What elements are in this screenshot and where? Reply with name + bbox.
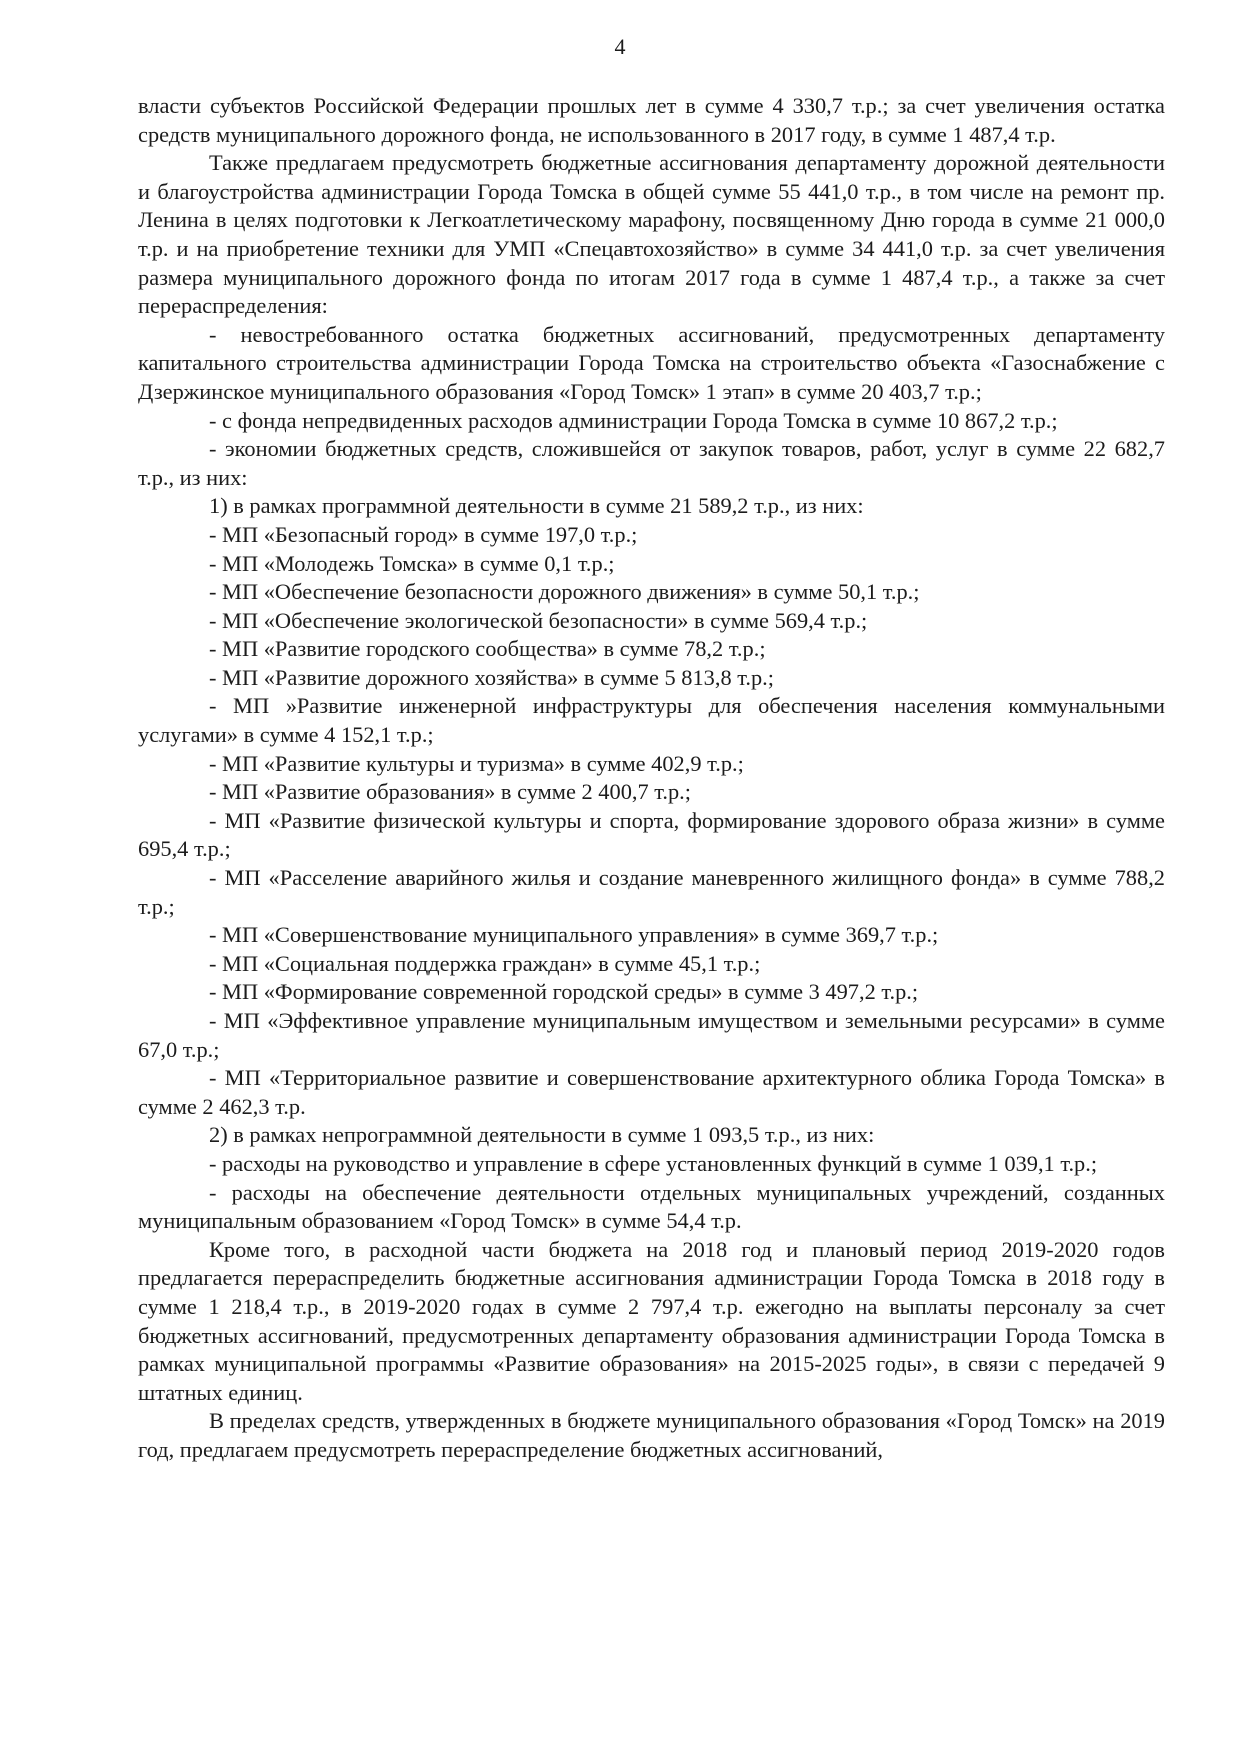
list-item-program: - МП «Молодежь Томска» в сумме 0,1 т.р.; bbox=[209, 550, 615, 576]
list-item-program: - МП «Расселение аварийного жилья и создание маневренного жилищного фонда» в сумме 788,2 т.р.; bbox=[138, 865, 1165, 919]
list-item-budget-savings: - экономии бюджетных средств, сложившейся от закупок товаров, работ, услуг в сумме 22 682,7 т.р., из них: bbox=[138, 436, 1165, 490]
page-number: 4 bbox=[614, 34, 626, 59]
list-item-program: - МП «Социальная поддержка граждан» в сумме 45,1 т.р.; bbox=[209, 950, 761, 976]
list-item-program: - МП «Безопасный город» в сумме 197,0 т.р.; bbox=[209, 521, 638, 547]
paragraph-2019-budget: В пределах средств, утвержденных в бюджете муниципального образования «Город Томск» на 2019 год, предлагаем предусмотреть перераспределение бюджетных ассигнований, bbox=[138, 1408, 1165, 1462]
list-item-program: - МП «Развитие дорожного хозяйства» в сумме 5 813,8 т.р.; bbox=[209, 664, 774, 690]
list-item-unclaimed-balance: - невостребованного остатка бюджетных ассигнований, предусмотренных департаменту капитального строительства администрации Города Томска на строительство объекта «Газоснабжение с Дзержинское муниципального образования «Город Томск» 1 этап» в сумме 20 403,7 т.р.; bbox=[138, 321, 1165, 404]
list-item-reserve-fund: - с фонда непредвиденных расходов администрации Города Томска в сумме 10 867,2 т.р.; bbox=[209, 407, 1058, 433]
list-item-program: - МП «Развитие городского сообщества» в сумме 78,2 т.р.; bbox=[209, 636, 766, 662]
list-item-program: - МП «Территориальное развитие и совершенствование архитектурного облика Города Томска» в сумме 2 462,3 т.р. bbox=[138, 1065, 1165, 1119]
document-body bbox=[138, 92, 1165, 1465]
list-item-nonprogram-activity: 2) в рамках непрограммной деятельности в сумме 1 093,5 т.р., из них: bbox=[209, 1122, 875, 1148]
list-item-program: - МП »Развитие инженерной инфраструктуры для обеспечения населения коммунальными услугами» в сумме 4 152,1 т.р.; bbox=[138, 693, 1165, 748]
list-item-program: - МП «Развитие физической культуры и спорта, формирование здорового образа жизни» в сумме 695,4 т.р.; bbox=[138, 807, 1165, 862]
list-item-nonprogram-expense: - расходы на руководство и управление в сфере установленных функций в сумме 1 039,1 т.р.; bbox=[209, 1150, 1098, 1176]
list-item-program: - МП «Формирование современной городской среды» в сумме 3 497,2 т.р.; bbox=[209, 979, 919, 1005]
list-item-program: - МП «Эффективное управление муниципальным имуществом и земельными ресурсами» в сумме 67,0 т.р.; bbox=[138, 1008, 1165, 1062]
list-item-program: - МП «Развитие образования» в сумме 2 400,7 т.р.; bbox=[209, 779, 691, 805]
paragraph-allocations: Также предлагаем предусмотреть бюджетные ассигнования департаменту дорожной деятельности и благоустройства администрации Города Томска в общей сумме 55 441,0 т.р., в том числе на ремонт пр. Ленина в целях подготовки к Легкоатлетическому марафону, посвященному Дню города в сумме 21 000,0 т.р. и на приобретение техники для УМП «Спецавтохозяйство» в сумме 34 441,0 т.р. за счет увеличения размера муниципального дорожного фонда по итогам 2017 года в сумме 1 487,4 т.р., а также за счет перераспределения: bbox=[138, 150, 1165, 319]
list-item-program: - МП «Обеспечение безопасности дорожного движения» в сумме 50,1 т.р.; bbox=[209, 579, 920, 605]
list-item-nonprogram-expense: - расходы на обеспечение деятельности отдельных муниципальных учреждений, созданных муниципальным образованием «Город Томск» в сумме 54,4 т.р. bbox=[138, 1179, 1165, 1234]
list-item-program: - МП «Обеспечение экологической безопасности» в сумме 569,4 т.р.; bbox=[209, 607, 868, 633]
paragraph-continuation: власти субъектов Российской Федерации прошлых лет в сумме 4 330,7 т.р.; за счет увеличения остатка средств муниципального дорожного фонда, не использованного в 2017 году, в сумме 1 487,4 т.р. bbox=[138, 93, 1165, 147]
list-item-program: - МП «Развитие культуры и туризма» в сумме 402,9 т.р.; bbox=[209, 750, 744, 776]
list-item-program: - МП «Совершенствование муниципального управления» в сумме 369,7 т.р.; bbox=[209, 922, 939, 948]
paragraph-redistribution: Кроме того, в расходной части бюджета на 2018 год и плановый период 2019-2020 годов предлагается перераспределить бюджетные ассигнования администрации Города Томска в 2018 году в сумме 1 218,4 т.р., в 2019-2020 годах в сумме 2 797,4 т.р. ежегодно на выплаты персоналу за счет бюджетных ассигнований, предусмотренных департаменту образования администрации Города Томска в рамках муниципальной программы «Развитие образования» на 2015-2025 годы», в связи с передачей 9 штатных единиц. bbox=[138, 1236, 1165, 1405]
list-item-program-activity: 1) в рамках программной деятельности в сумме 21 589,2 т.р., из них: bbox=[209, 493, 864, 519]
